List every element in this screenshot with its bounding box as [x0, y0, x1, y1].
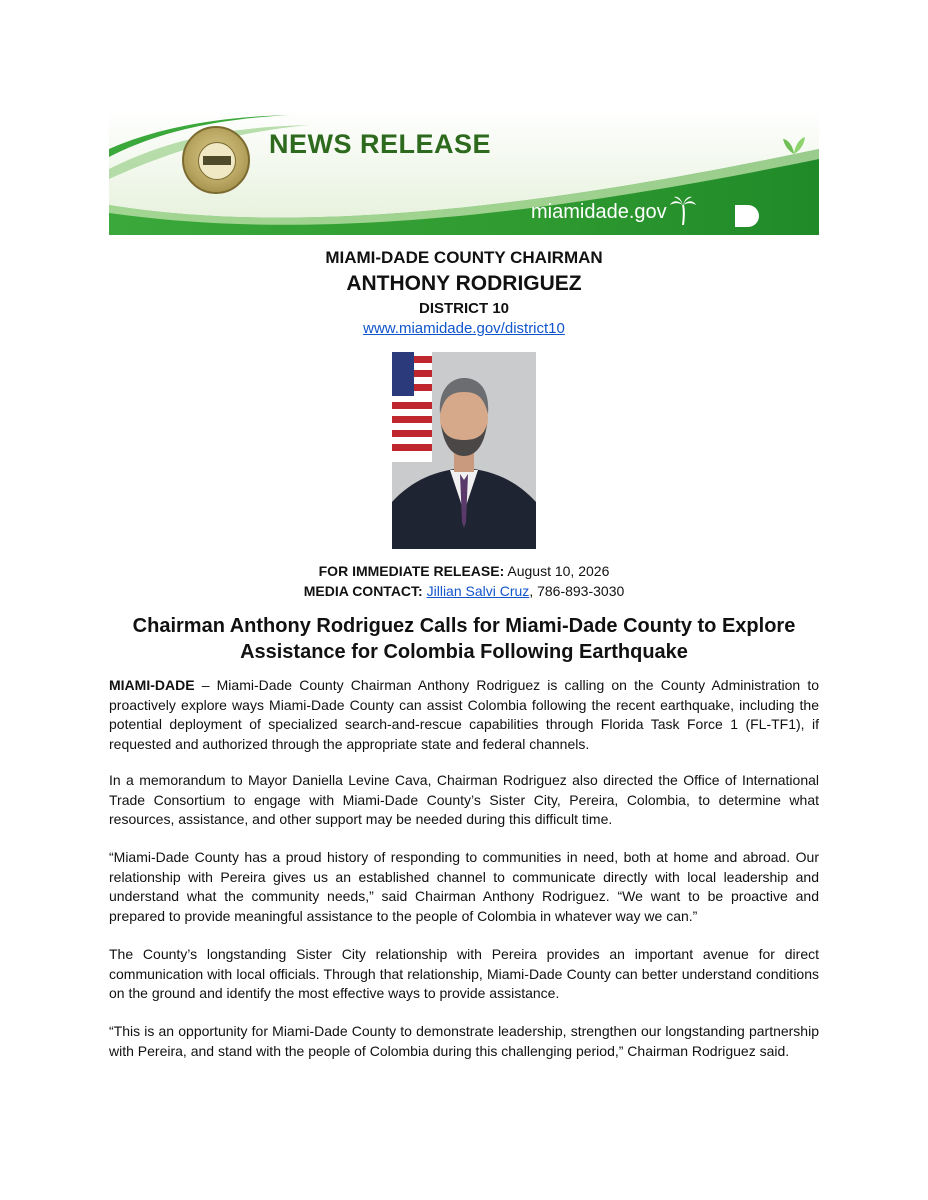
district-website-link[interactable]: www.miamidade.gov/district10 — [363, 320, 565, 337]
release-date: August 10, 2026 — [504, 563, 610, 579]
body-paragraph-1-text: – Miami-Dade County Chairman Anthony Rodriguez is calling on the County Administration to proactively explore ways Miami-Dade County can assist Colombia following the recent earthquake, including the potential deployment of specialized search-and-rescue capabilities through Florida Task Force 1 (FL-TF1), if requested and authorized through the appropriate state and federal channels. — [109, 677, 819, 752]
media-contact-phone: , 786-893-3030 — [529, 583, 625, 599]
release-label: FOR IMMEDIATE RELEASE: — [318, 563, 505, 579]
chairman-heading: MIAMI-DADE COUNTY CHAIRMAN — [325, 248, 603, 267]
body-paragraph-4: The County’s longstanding Sister City relationship with Pereira provides an important avenue for direct communication with local officials. Through that relationship, Miami-Dade County can better understand conditions on the ground and identify the most effective ways to provide assistance. — [109, 946, 819, 1001]
release-date-line — [0, 563, 928, 579]
miami-dade-county-logo — [705, 205, 761, 227]
body-paragraph-1 — [109, 676, 819, 754]
district-label: DISTRICT 10 — [418, 300, 509, 317]
media-contact-line — [0, 583, 928, 599]
media-contact-label: MEDIA CONTACT: — [303, 583, 423, 599]
press-release-headline: Chairman Anthony Rodriguez Calls for Miami-Dade County to Explore Assistance for Colombia Following Earthquake — [132, 615, 796, 663]
news-release-banner — [109, 109, 819, 235]
chairman-name: ANTHONY RODRIGUEZ — [346, 272, 582, 295]
county-seal — [182, 126, 250, 194]
body-paragraph-5: “This is an opportunity for Miami-Dade County to demonstrate leadership, strengthen our longstanding partnership with Pereira, and stand with the people of Colombia during this challenging period,” Chairman Rodriguez said. — [109, 1023, 819, 1059]
body-paragraph-2: In a memorandum to Mayor Daniella Levine Cava, Chairman Rodriguez also directed the Office of International Trade Consortium to engage with Miami-Dade County’s Sister City, Pereira, Colombia, to determine what resources, assistance, and other support may be needed during this difficult time. — [109, 772, 819, 827]
dateline: MIAMI-DADE — [109, 677, 195, 693]
miamidade-gov-wordmark: miamidade.gov — [531, 201, 667, 223]
body-paragraph-3: “Miami-Dade County has a proud history of responding to communities in need, both at home and abroad. Our relationship with Pereira gives us an established channel to communicate directly with local leadership and understand what the community needs,” said Chairman Anthony Rodriguez. “We want to be proactive and prepared to provide meaningful assistance to the people of Colombia in whatever way we can.” — [109, 849, 819, 924]
media-contact-name-link[interactable]: Jillian Salvi Cruz — [426, 583, 530, 599]
palm-tree-icon — [669, 195, 697, 230]
chairman-portrait — [392, 352, 536, 549]
news-release-title: NEWS RELEASE — [269, 129, 492, 159]
leaf-icon — [781, 135, 807, 160]
